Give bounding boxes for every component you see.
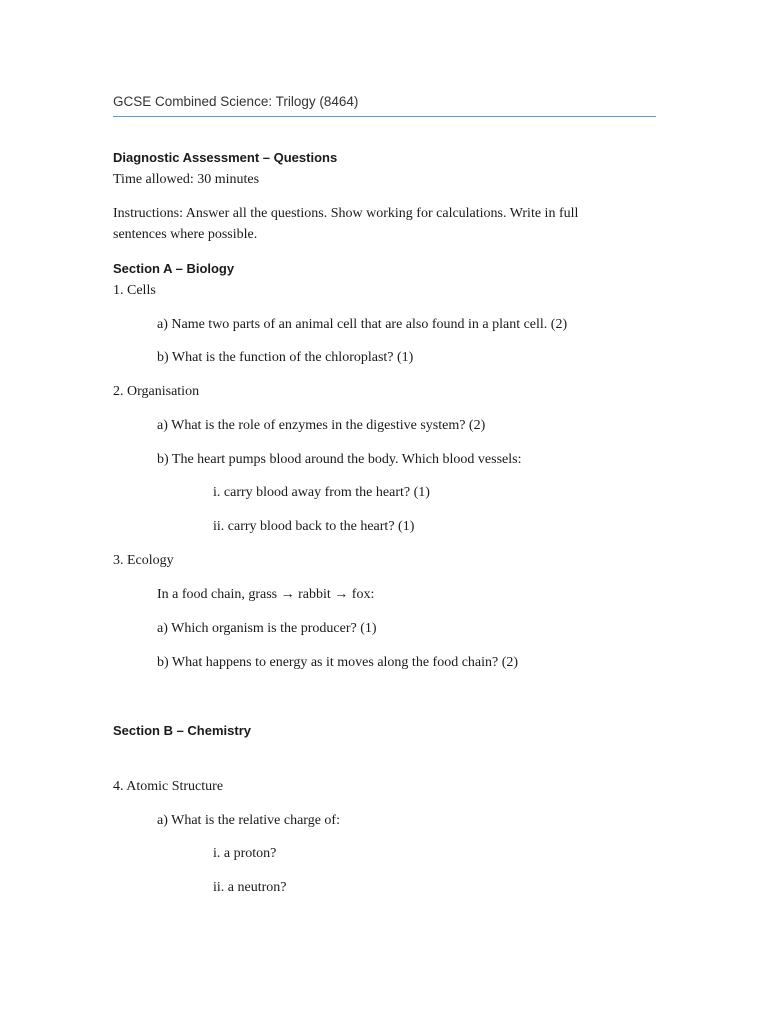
document-header-title: GCSE Combined Science: Trilogy (8464)	[113, 94, 359, 109]
question-2a: a) What is the role of enzymes in the digestive system? (2)	[157, 418, 486, 433]
question-1a: a) Name two parts of an animal cell that are also found in a plant cell. (2)	[157, 317, 568, 332]
instructions-line-1: Instructions: Answer all the questions. Show working for calculations. Write in full	[113, 206, 579, 221]
question-3a: a) Which organism is the producer? (1)	[157, 621, 377, 636]
time-allowed: Time allowed: 30 minutes	[113, 172, 260, 187]
question-3-intro: In a food chain, grass → rabbit → fox:	[157, 587, 375, 602]
question-1-title: 1. Cells	[113, 283, 156, 298]
section-a-title: Section A – Biology	[113, 261, 235, 276]
question-1b: b) What is the function of the chloroplast? (1)	[157, 350, 414, 365]
question-3-title: 3. Ecology	[113, 553, 174, 568]
question-2b-i: i. carry blood away from the heart? (1)	[213, 485, 430, 500]
question-4a: a) What is the relative charge of:	[157, 813, 340, 828]
question-2-title: 2. Organisation	[113, 384, 200, 399]
question-4a-ii: ii. a neutron?	[213, 880, 287, 895]
question-4a-i: i. a proton?	[213, 846, 277, 861]
assessment-heading: Diagnostic Assessment – Questions	[113, 150, 338, 165]
question-4-title: 4. Atomic Structure	[113, 779, 224, 794]
section-b-title: Section B – Chemistry	[113, 723, 251, 738]
instructions-line-2: sentences where possible.	[113, 227, 258, 242]
question-3b: b) What happens to energy as it moves along the food chain? (2)	[157, 655, 519, 670]
question-2b-ii: ii. carry blood back to the heart? (1)	[213, 519, 415, 534]
question-2b: b) The heart pumps blood around the body. Which blood vessels:	[157, 452, 522, 467]
header-divider	[113, 116, 656, 117]
